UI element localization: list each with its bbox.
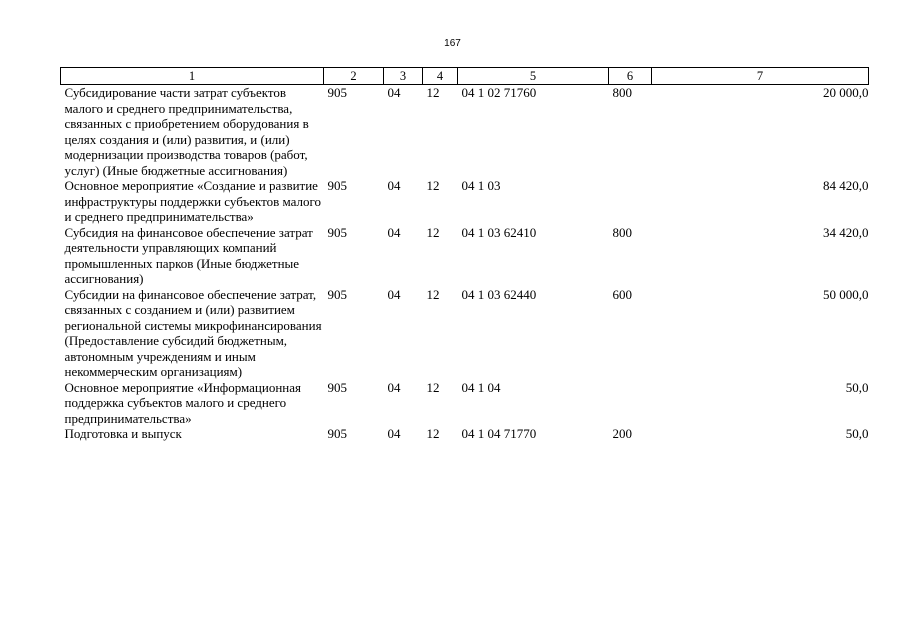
row-code-5: 04 1 02 71760 (461, 85, 537, 100)
row-amount: 20 000,0 (823, 85, 869, 100)
row-code-2: 905 (327, 379, 347, 395)
row-code-4: 12 (426, 379, 440, 395)
row-code-2: 905 (327, 286, 347, 302)
row-code-3: 04 (387, 286, 401, 302)
row-code-2: 905 (327, 178, 347, 193)
row-name: Основное мероприятие «Создание и развитие инфраструктуры поддержки субъектов малого и среднего предпринимательства» (64, 178, 322, 224)
table-row (61, 225, 869, 287)
row-code-3: 04 (387, 224, 401, 240)
row-code-5: 04 1 03 62410 (461, 224, 537, 240)
row-amount: 50,0 (845, 426, 869, 441)
column-header-2: 2 (324, 68, 384, 85)
table-row (61, 380, 869, 427)
table-row (61, 178, 869, 225)
row-code-5: 04 1 03 62440 (461, 286, 537, 302)
table-row (61, 426, 869, 442)
row-name: Субсидия на финансовое обеспечение затрат деятельности управляющих компаний промышленных парков (Иные бюджетные ассигнования) (64, 224, 313, 286)
row-code-3: 04 (387, 426, 401, 441)
row-code-6 (609, 380, 652, 427)
table-row (61, 287, 869, 380)
row-name: Подготовка и выпуск (64, 426, 182, 441)
row-code-5: 04 1 04 71770 (461, 426, 537, 441)
row-code-6 (609, 178, 652, 225)
column-header-6: 6 (609, 68, 652, 85)
row-amount: 50 000,0 (823, 286, 869, 302)
row-code-4: 12 (426, 178, 440, 193)
column-header-7: 7 (652, 68, 869, 85)
row-amount: 34 420,0 (823, 224, 869, 240)
column-header-1: 1 (61, 68, 324, 85)
row-code-6: 800 (612, 85, 632, 100)
table-header-row (61, 68, 869, 85)
column-header-3: 3 (384, 68, 423, 85)
table-row (61, 85, 869, 179)
budget-table (60, 67, 869, 442)
row-code-4: 12 (426, 426, 440, 441)
row-code-4: 12 (426, 286, 440, 302)
row-code-2: 905 (327, 85, 347, 100)
row-code-4: 12 (426, 85, 440, 100)
row-code-2: 905 (327, 224, 347, 240)
row-code-4: 12 (426, 224, 440, 240)
row-amount: 84 420,0 (823, 178, 869, 193)
row-code-5: 04 1 03 (461, 178, 501, 193)
row-code-6: 600 (612, 286, 632, 302)
row-code-3: 04 (387, 379, 401, 395)
row-code-6: 200 (612, 426, 632, 441)
row-amount: 50,0 (845, 379, 869, 395)
row-name: Субсидирование части затрат субъектов малого и среднего предпринимательства, связанных с приобретением оборудования в целях создания и (или) развития, и (или) модернизации производства товаров (работ, услуг) (Иные бюджетные ассигнования) (64, 85, 309, 178)
page-number: 167 (444, 38, 461, 49)
row-code-3: 04 (387, 85, 401, 100)
row-code-3: 04 (387, 178, 401, 193)
row-code-6: 800 (612, 224, 632, 240)
row-code-2: 905 (327, 426, 347, 441)
column-header-4: 4 (423, 68, 458, 85)
row-name: Основное мероприятие «Информационная поддержка субъектов малого и среднего предпринимательства» (64, 379, 301, 426)
row-code-5: 04 1 04 (461, 379, 501, 395)
column-header-5: 5 (458, 68, 609, 85)
row-name: Субсидии на финансовое обеспечение затрат, связанных с созданием и (или) развитием региональной системы микрофинансирования (Предоставление субсидий бюджетным, автономным учреждениям и иным некоммерческим организациям) (64, 286, 322, 379)
